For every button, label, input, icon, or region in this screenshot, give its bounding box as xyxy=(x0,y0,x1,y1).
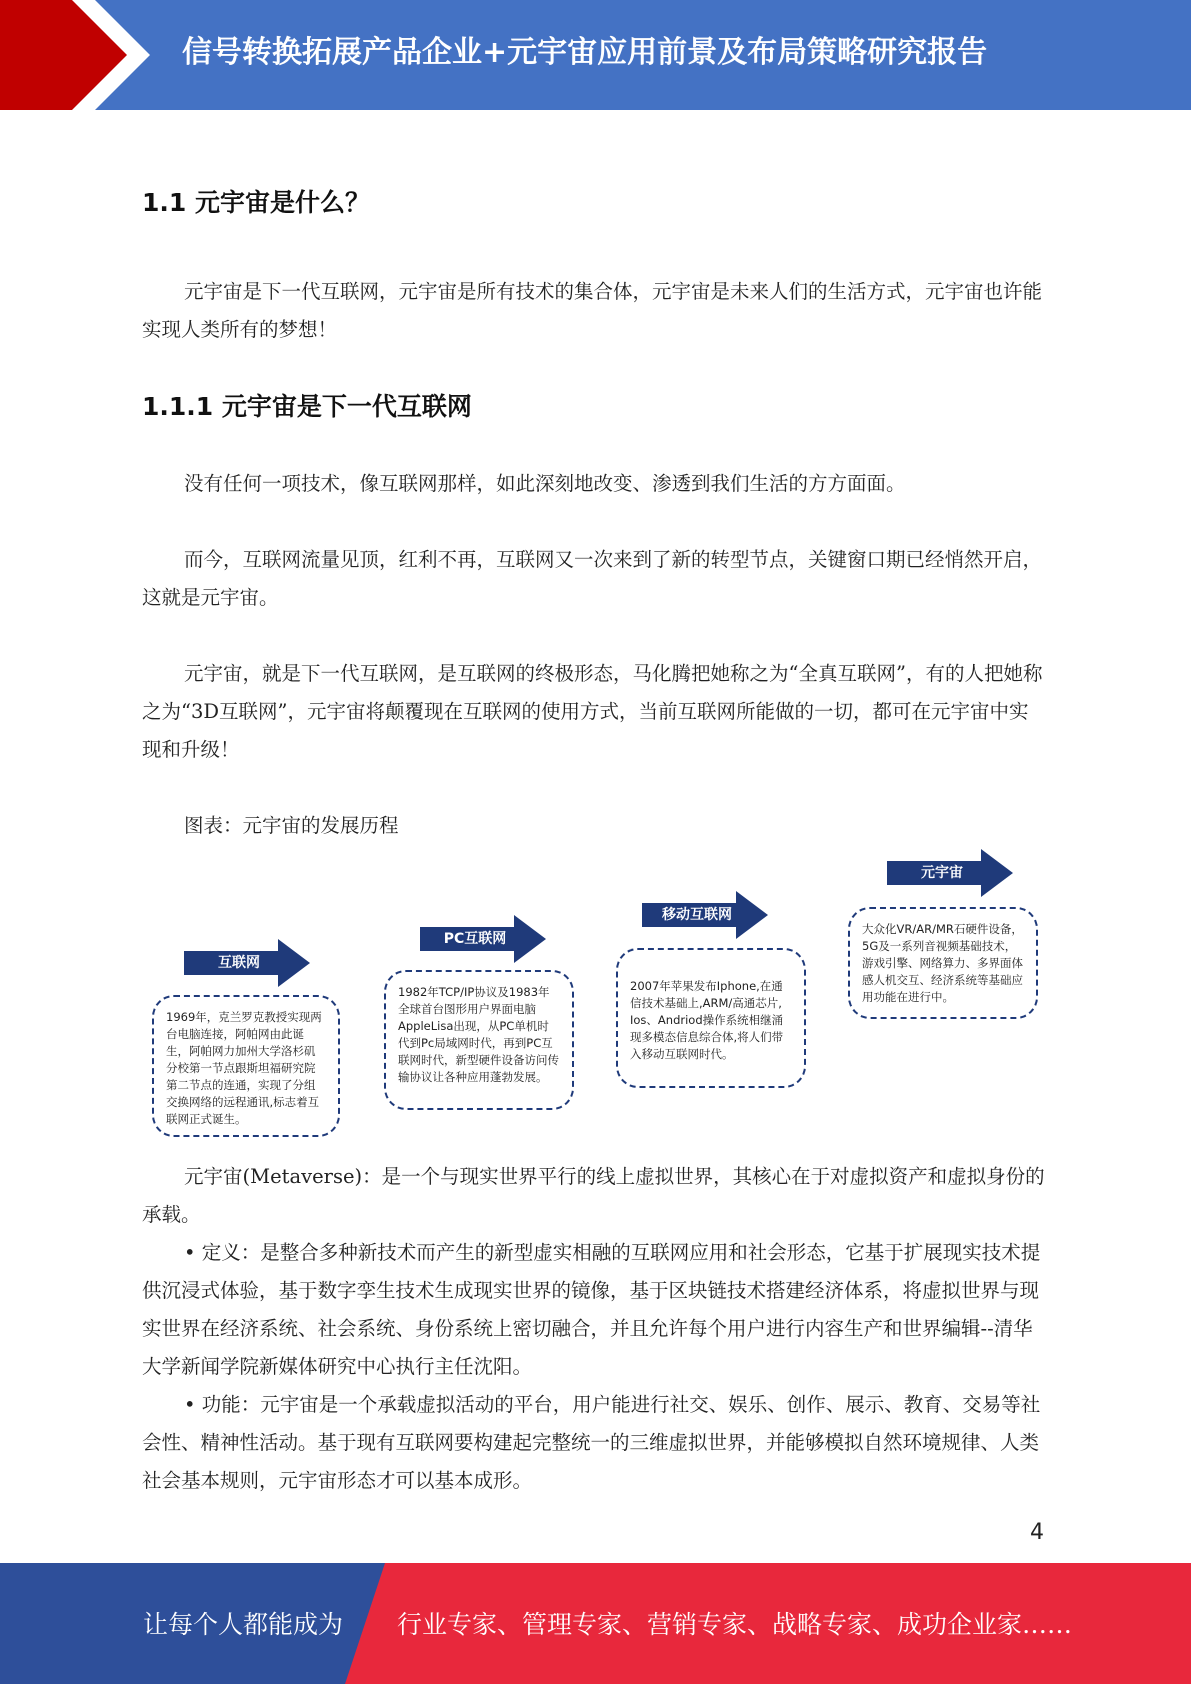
function-text: • 功能：元宇宙是一个承载虚拟活动的平台，用户能进行社交、娱乐、创作、展示、教育、交易等社会性、精神性活动。基于现有互联网要构建起完整统一的三维虚拟世界，并能够模拟自然环境规律、人类社会基本规则，元宇宙形态才可以基本成形。 xyxy=(142,1393,1041,1492)
footer-slogan-right: 行业专家、管理专家、营销专家、战略专家、成功企业家…… xyxy=(397,1610,1073,1639)
header-arrow-decoration xyxy=(0,0,160,110)
paragraph-text: 没有任何一项技术，像互联网那样，如此深刻地改变、渗透到我们生活的方方面面。 xyxy=(184,472,906,495)
definition-bullet xyxy=(142,1234,1045,1386)
figure-caption-text: 图表：元宇宙的发展历程 xyxy=(184,814,399,837)
stage-description: 2007年苹果发布Iphone,在通信技术基础上,ARM/高通芯片, Ios、Andriod操作系统相继涌现多模态信息综合体,将人们带入移动互联网时代。 xyxy=(630,979,784,1061)
page-header xyxy=(0,0,1191,110)
stage-label: 移动互联网 xyxy=(662,907,732,923)
stage-description-box xyxy=(848,907,1038,1019)
stage-arrow-pc-internet xyxy=(420,915,546,963)
page-number: 4 xyxy=(1030,1520,1044,1545)
figure-caption xyxy=(142,807,1045,845)
section-intro-text: 元宇宙是下一代互联网，元宇宙是所有技术的集合体，元宇宙是未来人们的生活方式，元宇宙也许能实现人类所有的梦想！ xyxy=(142,280,1043,341)
paragraph-text: 而今，互联网流量见顶，红利不再，互联网又一次来到了新的转型节点，关键窗口期已经悄然开启，这就是元宇宙。 xyxy=(142,548,1043,609)
paragraph xyxy=(142,465,1045,503)
stage-description-box xyxy=(152,995,340,1137)
section-heading: 1.1 元宇宙是什么？ xyxy=(142,188,370,217)
stage-arrow-mobile-internet xyxy=(642,891,768,939)
paragraph-text: 元宇宙，就是下一代互联网，是互联网的终极形态，马化腾把她称之为“全真互联网”，有的人把她称之为“3D互联网”，元宇宙将颠覆现在互联网的使用方式，当前互联网所能做的一切，都可在元宇宙中实现和升级！ xyxy=(142,662,1043,761)
paragraph xyxy=(142,1158,1045,1234)
paragraph-text: 元宇宙(Metaverse)：是一个与现实世界平行的线上虚拟世界，其核心在于对虚拟资产和虚拟身份的承载。 xyxy=(142,1165,1045,1226)
function-bullet xyxy=(142,1386,1045,1500)
stage-arrow-metaverse xyxy=(887,849,1013,897)
development-timeline-figure xyxy=(142,845,1045,1140)
footer-slogan-left: 让每个人都能成为 xyxy=(143,1610,344,1639)
stage-label: 元宇宙 xyxy=(921,865,963,881)
stage-description-box xyxy=(384,970,574,1110)
stage-description: 1982年TCP/IP协议及1983年全球首台图形用户界面电脑AppleLisa出现，从PC单机时代到Pc局域网时代，再到PC互联网时代，新型硬件设备访问传输协议让各种应用蓬勃发展。 xyxy=(398,985,559,1084)
definition-text: • 定义：是整合多种新技术而产生的新型虚实相融的互联网应用和社会形态，它基于扩展现实技术提供沉浸式体验，基于数字孪生技术生成现实世界的镜像，基于区块链技术搭建经济体系，将虚拟世界与现实世界在经济系统、社会系统、身份系统上密切融合，并且允许每个用户进行内容生产和世界编辑--清华大学新闻学院新媒体研究中心执行主任沈阳。 xyxy=(142,1241,1041,1378)
stage-description-box xyxy=(616,948,806,1088)
paragraph xyxy=(142,655,1045,769)
subsection-heading: 1.1.1 元宇宙是下一代互联网 xyxy=(142,392,472,421)
stage-description: 1969年，克兰罗克教授实现两台电脑连接，阿帕网由此诞生，阿帕网力加州大学洛杉矶分校第一节点跟斯坦福研究院第二节点的连通，实现了分组交换网络的远程通讯,标志着互联网正式诞生。 xyxy=(166,1010,322,1126)
page-footer xyxy=(0,1563,1191,1684)
stage-label: PC互联网 xyxy=(443,931,507,947)
stage-label: 互联网 xyxy=(218,955,260,971)
report-title: 信号转换拓展产品企业+元宇宙应用前景及布局策略研究报告 xyxy=(182,35,988,70)
stage-arrow-internet xyxy=(184,939,310,987)
section-intro-paragraph xyxy=(142,273,1045,349)
stage-description: 大众化VR/AR/MR石硬件设备，5G及一系列音视频基础技术，游戏引擎、网络算力、多界面体感人机交互、经济系统等基础应用功能在进行中。 xyxy=(862,922,1023,1004)
paragraph xyxy=(142,541,1045,617)
